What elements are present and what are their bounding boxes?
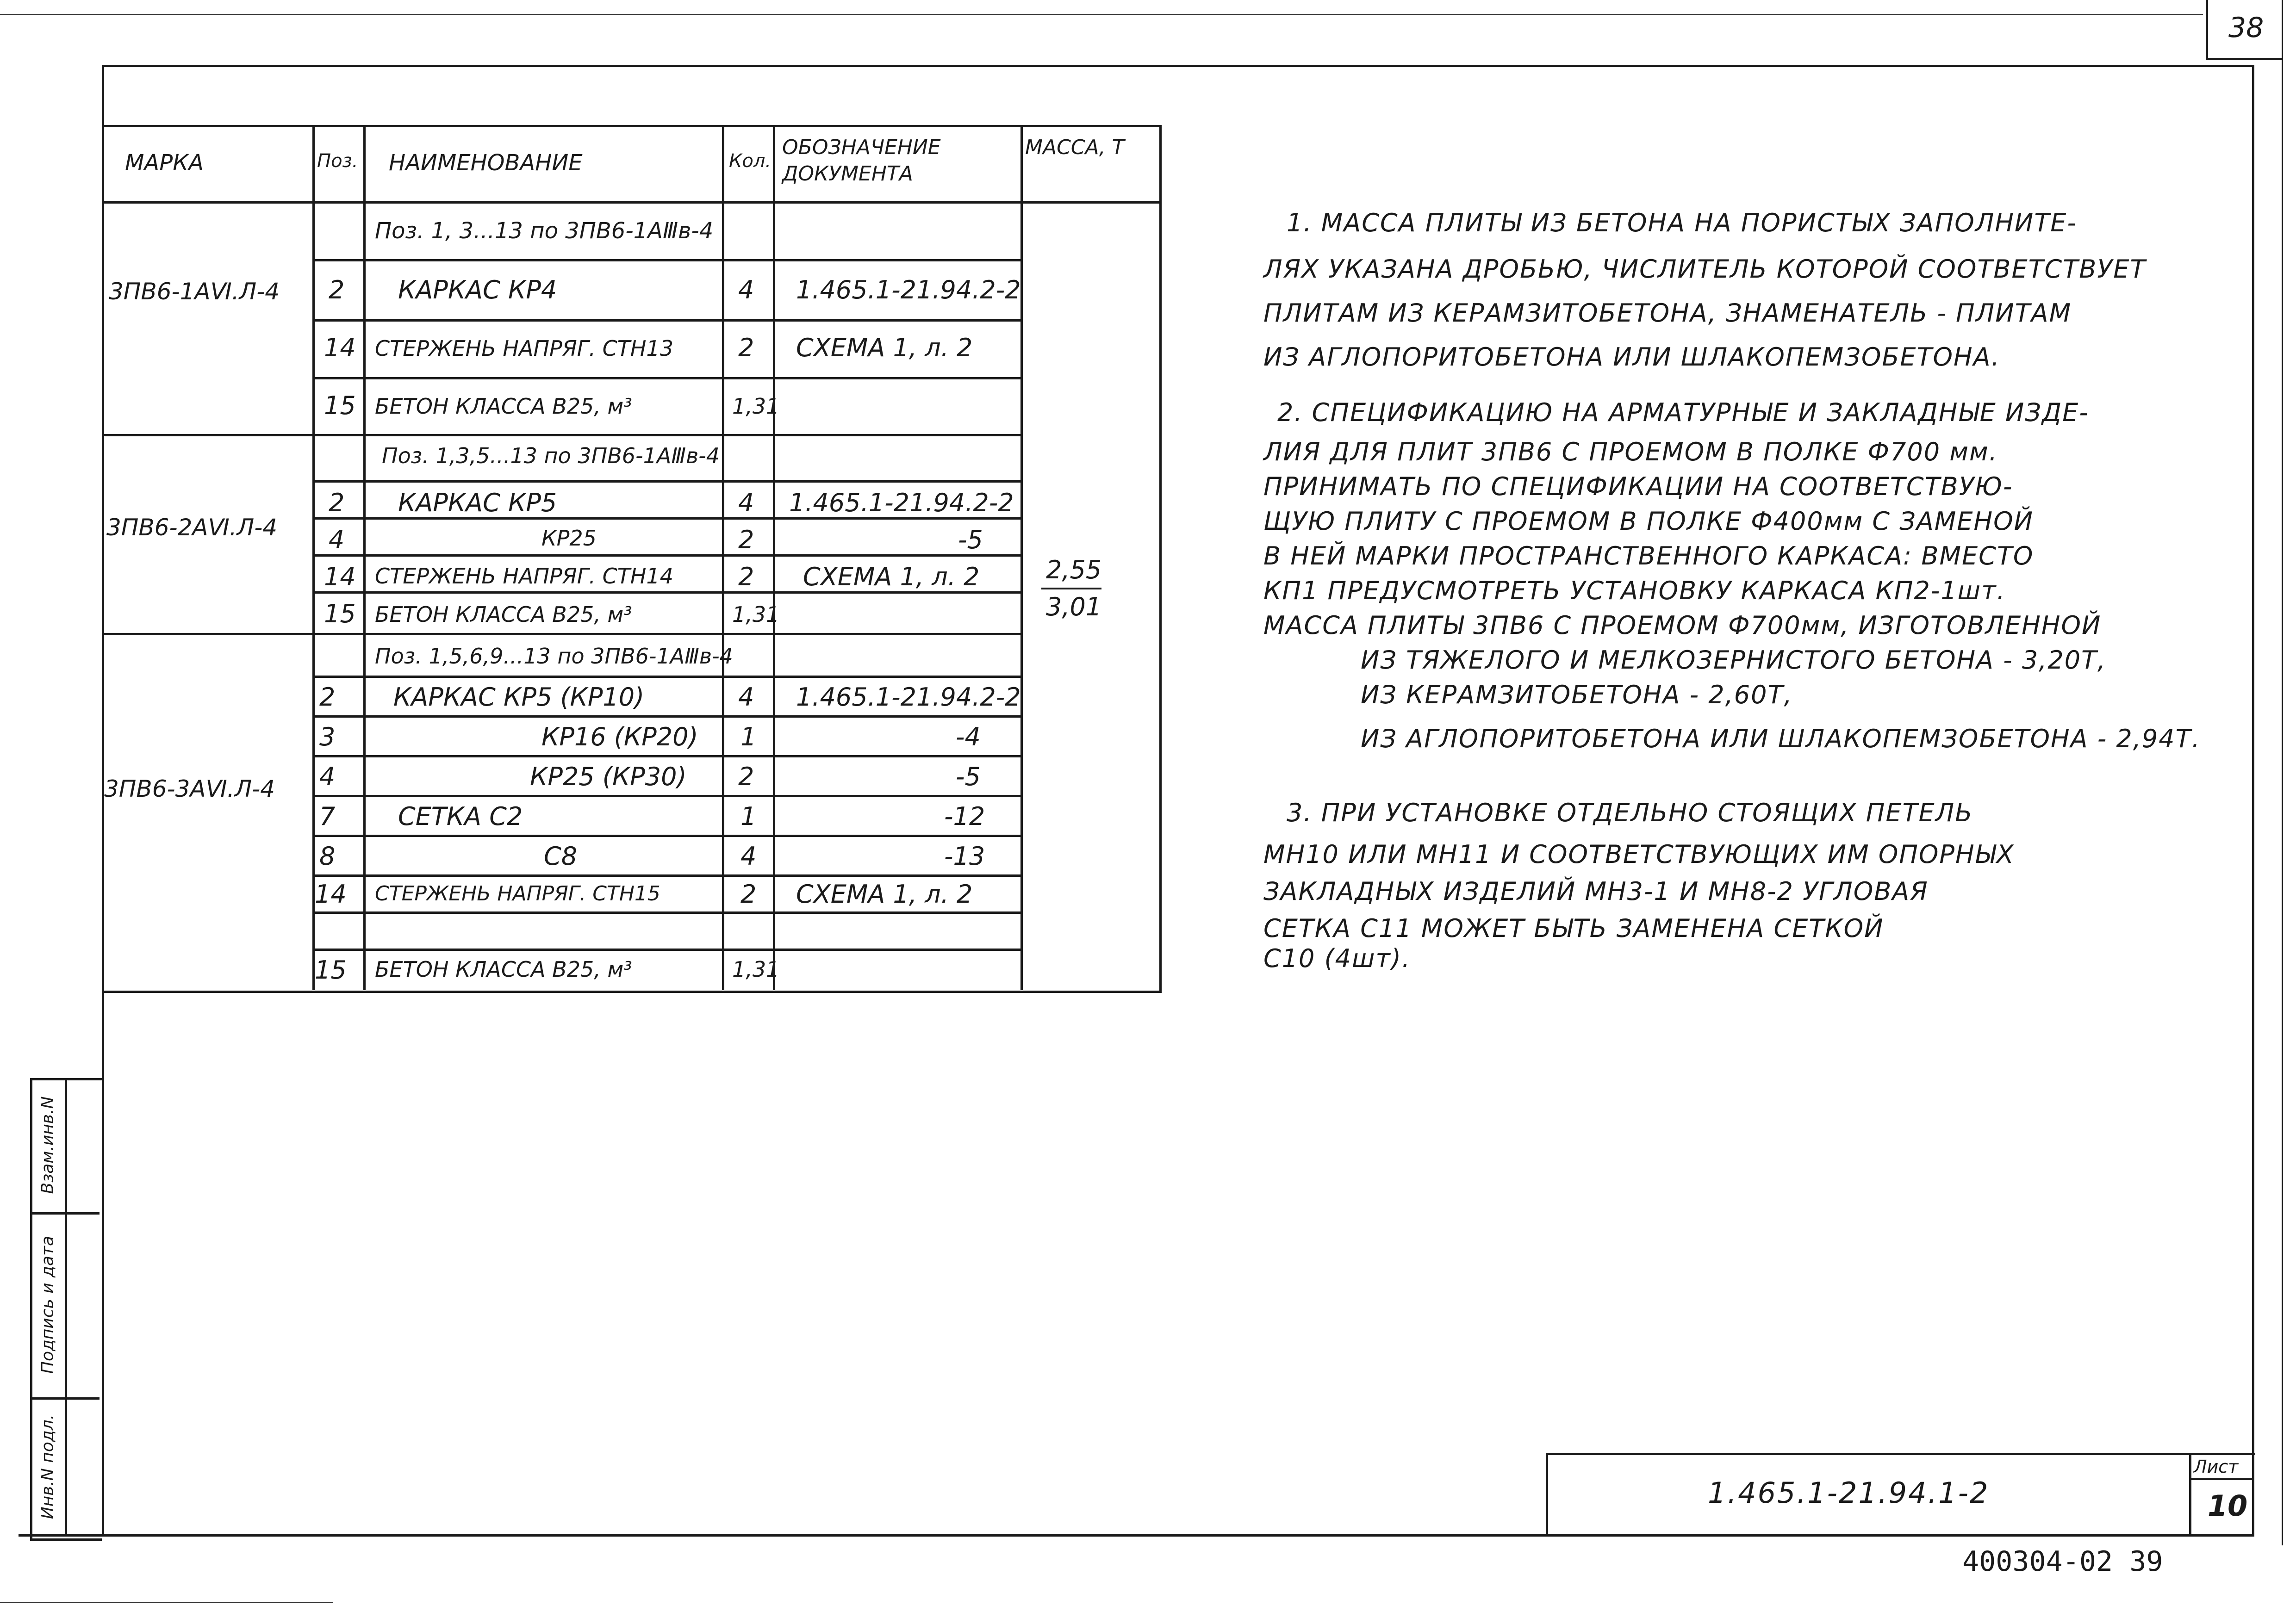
table-cell-pos: 3	[319, 722, 336, 751]
side-stamp-divider	[65, 1078, 67, 1536]
group-line	[102, 633, 1020, 635]
title-block-code: 1.465.1-21.94.1-2	[1708, 1476, 1990, 1510]
table-cell-qty: 1	[740, 722, 757, 751]
side-stamp-row	[30, 1212, 100, 1215]
row-line	[312, 911, 1020, 914]
table-cell-qty: 2	[738, 762, 754, 791]
table-cell-qty: 2	[738, 333, 754, 362]
table-cell-qty: 2	[738, 525, 754, 554]
table-cell-pos: 15	[315, 955, 347, 985]
table-cell-name: Поз. 1,5,6,9...13 по 3ПВ6-1АⅢв-4	[375, 644, 733, 669]
bottom-edge-line	[0, 1602, 333, 1603]
table-cell-doc: СХЕМА 1, л. 2	[796, 333, 973, 362]
table-cell-pos: 2	[319, 682, 336, 712]
note-line: ПЛИТАМ ИЗ КЕРАМЗИТОБЕТОНА, ЗНАМЕНАТЕЛЬ - ПЛИТАМ	[1263, 298, 2072, 328]
table-cell-name: С8	[544, 842, 578, 871]
mass-fraction-line	[1041, 588, 1101, 589]
table-cell-name: БЕТОН КЛАССА В25, м³	[375, 602, 632, 627]
note-line: ИЗ АГЛОПОРИТОБЕТОНА ИЛИ ШЛАКОПЕМЗОБЕТОНА.	[1263, 342, 2000, 372]
table-cell-qty: 4	[740, 842, 757, 871]
table-cell-qty: 2	[740, 880, 757, 909]
table-cell-name: КР25	[541, 526, 597, 551]
side-stamp-inv: Инв.N подл.	[38, 1414, 57, 1519]
table-cell-qty: 1,31	[732, 394, 780, 419]
row-line	[312, 259, 1020, 261]
table-cell-pos: 4	[329, 525, 345, 554]
table-cell-name: Поз. 1,3,5...13 по 3ПВ6-1АⅢв-4	[382, 443, 720, 468]
note-line: ПРИНИМАТЬ ПО СПЕЦИФИКАЦИИ НА СООТВЕТСТВУЮ-	[1263, 472, 2013, 501]
table-cell-doc: 1.465.1-21.94.2-2	[789, 488, 1014, 517]
table-cell-qty: 4	[738, 275, 754, 304]
row-line	[312, 835, 1020, 837]
table-cell-pos: 8	[319, 842, 336, 871]
table-cell-pos: 2	[329, 275, 345, 304]
row-line	[312, 949, 1020, 951]
specification-table	[102, 125, 1162, 992]
note-line: 2. СПЕЦИФИКАЦИЮ НА АРМАТУРНЫЕ И ЗАКЛАДНЫЕ ИЗДЕ-	[1277, 398, 2089, 427]
row-line	[312, 517, 1020, 520]
table-cell-name: БЕТОН КЛАССА В25, м³	[375, 394, 632, 419]
table-cell-name: КАРКАС КР5 (КР10)	[393, 682, 645, 712]
note-line: ЗАКЛАДНЫХ ИЗДЕЛИЙ МН3-1 И МН8-2 УГЛОВАЯ	[1263, 877, 1929, 906]
table-cell-qty: 1,31	[732, 957, 780, 982]
table-cell-name: КР16 (КР20)	[541, 722, 698, 751]
row-line	[312, 554, 1020, 557]
header-doc: ОБОЗНАЧЕНИЕ ДОКУМЕНТА	[782, 136, 941, 186]
top-edge-line	[0, 14, 2203, 15]
header-marka: МАРКА	[125, 150, 204, 176]
table-cell-name: КР25 (КР30)	[530, 762, 687, 791]
row-line	[312, 795, 1020, 797]
header-mass: МАССА, Т	[1025, 136, 1125, 159]
table-cell-name: Поз. 1, 3...13 по 3ПВ6-1АⅢв-4	[375, 218, 714, 244]
table-cell-name: КАРКАС КР4	[398, 275, 557, 304]
note-line: 3. ПРИ УСТАНОВКЕ ОТДЕЛЬНО СТОЯЩИХ ПЕТЕЛЬ	[1287, 798, 1973, 827]
table-cell-name: СТЕРЖЕНЬ НАПРЯГ. СТН15	[375, 882, 660, 905]
marka-cell: 3ПВ6-1АⅥ.Л-4	[109, 278, 280, 305]
note-line: В НЕЙ МАРКИ ПРОСТРАНСТВЕННОГО КАРКАСА: ВМЕСТО	[1263, 541, 2034, 570]
table-cell-name: КАРКАС КР5	[398, 488, 557, 517]
note-line: МАССА ПЛИТЫ 3ПВ6 С ПРОЕМОМ Ф700мм, ИЗГОТОВЛЕННОЙ	[1263, 611, 2102, 640]
table-cell-doc: -12	[944, 802, 985, 831]
table-cell-name: СТЕРЖЕНЬ НАПРЯГ. СТН13	[375, 336, 673, 361]
header-line	[102, 201, 1159, 204]
sheet-number-top: 38	[2228, 12, 2264, 44]
row-line	[312, 377, 1020, 379]
table-cell-pos: 2	[329, 488, 345, 517]
header-qty: Кол.	[729, 150, 772, 172]
table-cell-doc: -5	[956, 762, 981, 791]
col-line	[312, 125, 315, 990]
marka-cell: 3ПВ6-2АⅥ.Л-4	[106, 514, 278, 541]
table-cell-name: СЕТКА С2	[398, 802, 523, 831]
table-cell-name: БЕТОН КЛАССА В25, м³	[375, 957, 632, 982]
title-block-list-number: 10	[2208, 1489, 2248, 1523]
frame-right	[2252, 65, 2254, 1536]
table-cell-doc: -4	[956, 722, 981, 751]
table-cell-qty: 1,31	[732, 602, 780, 627]
table-cell-doc: -13	[944, 842, 985, 871]
table-border	[102, 125, 1162, 993]
table-cell-qty: 2	[738, 562, 754, 591]
marka-cell: 3ПВ6-3АⅥ.Л-4	[104, 775, 275, 802]
table-cell-doc: 1.465.1-21.94.2-2	[796, 275, 1021, 304]
row-line	[312, 319, 1020, 322]
table-cell-pos: 4	[319, 762, 336, 791]
note-line: КП1 ПРЕДУСМОТРЕТЬ УСТАНОВКУ КАРКАСА КП2-1шт.	[1263, 576, 2006, 605]
mass-top: 2,55	[1046, 555, 1102, 584]
note-line: ЩУЮ ПЛИТУ С ПРОЕМОМ В ПОЛКЕ Ф400мм С ЗАМЕНОЙ	[1263, 507, 2034, 536]
table-cell-qty: 1	[740, 802, 757, 831]
table-cell-pos: 15	[324, 391, 356, 420]
table-cell-doc: СХЕМА 1, л. 2	[796, 880, 973, 909]
row-line	[312, 874, 1020, 877]
side-stamp-row	[30, 1397, 100, 1400]
table-cell-pos: 7	[319, 802, 336, 831]
table-cell-pos: 15	[324, 599, 356, 628]
header-name: НАИМЕНОВАНИЕ	[389, 150, 583, 176]
note-line: ЛЯХ УКАЗАНА ДРОБЬЮ, ЧИСЛИТЕЛЬ КОТОРОЙ СООТВЕТСТВУЕТ	[1263, 254, 2147, 284]
archive-number: 400304-02 39	[1962, 1545, 2163, 1578]
group-line	[102, 434, 1020, 436]
col-line	[363, 125, 366, 990]
col-line	[773, 125, 775, 990]
row-line	[312, 591, 1020, 594]
table-cell-pos: 14	[324, 333, 356, 362]
note-line: СЕТКА С11 МОЖЕТ БЫТЬ ЗАМЕНЕНА СЕТКОЙ	[1263, 914, 1884, 943]
row-line	[312, 676, 1020, 678]
title-block-list-line	[2189, 1478, 2253, 1480]
note-line: ЛИЯ ДЛЯ ПЛИТ 3ПВ6 С ПРОЕМОМ В ПОЛКЕ Ф700 мм.	[1263, 437, 1998, 466]
side-stamp-vzam: Взам.инв.N	[38, 1096, 57, 1194]
table-cell-qty: 4	[738, 488, 754, 517]
note-line: ИЗ АГЛОПОРИТОБЕТОНА ИЛИ ШЛАКОПЕМЗОБЕТОНА - 2,94Т.	[1361, 724, 2201, 753]
title-block-divider	[2189, 1453, 2191, 1536]
note-line: 1. МАССА ПЛИТЫ ИЗ БЕТОНА НА ПОРИСТЫХ ЗАПОЛНИТЕ-	[1287, 208, 2077, 237]
side-stamp-podpis: Подпись и дата	[38, 1235, 57, 1374]
header-pos: Поз.	[317, 150, 358, 172]
frame-top	[102, 65, 2254, 67]
title-block-list-label: Лист	[2194, 1457, 2239, 1477]
note-line: С10 (4шт).	[1263, 944, 1411, 973]
col-line	[722, 125, 724, 990]
note-line: ИЗ ТЯЖЕЛОГО И МЕЛКОЗЕРНИСТОГО БЕТОНА - 3,20Т,	[1361, 645, 2107, 675]
table-cell-pos: 14	[315, 880, 347, 909]
right-outer-edge	[2282, 0, 2283, 1545]
row-line	[312, 715, 1020, 718]
table-cell-name: СТЕРЖЕНЬ НАПРЯГ. СТН14	[375, 564, 673, 589]
col-line	[1020, 125, 1023, 990]
note-line: МН10 ИЛИ МН11 И СООТВЕТСТВУЮЩИХ ИМ ОПОРНЫХ	[1263, 840, 2015, 869]
table-cell-doc: СХЕМА 1, л. 2	[803, 562, 980, 591]
table-cell-qty: 4	[738, 682, 754, 712]
note-line: ИЗ КЕРАМЗИТОБЕТОНА - 2,60Т,	[1361, 680, 1793, 709]
row-line	[312, 480, 1020, 483]
mass-bottom: 3,01	[1046, 592, 1102, 621]
table-cell-doc: -5	[958, 525, 983, 554]
row-line	[312, 755, 1020, 757]
table-cell-doc: 1.465.1-21.94.2-2	[796, 682, 1021, 712]
table-cell-pos: 14	[324, 562, 356, 591]
